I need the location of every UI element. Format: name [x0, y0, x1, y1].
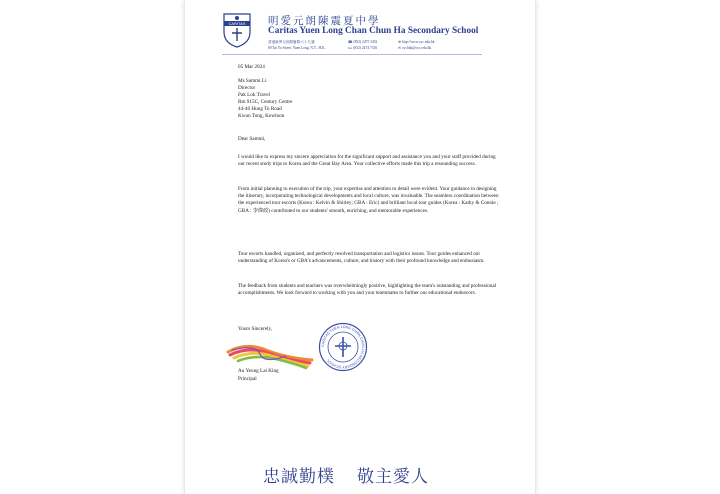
recipient-title: Director — [238, 85, 256, 91]
recipient-name: Ms Sammi Li — [238, 78, 267, 84]
website-value: http://www.cyc.edu.hk — [401, 40, 435, 44]
signer-title: Principal — [238, 376, 257, 382]
fax-icon: ℻ — [348, 46, 354, 50]
globe-icon: ⊕ — [398, 40, 402, 44]
phone-value: (852) 2475 3452 — [353, 40, 378, 44]
email-value: cychhk@cyc.edu.hk — [401, 46, 432, 50]
paragraph-3: Tour escorts handled, organized, and perfectly resolved transportation and logistics issues. Tour guides enhanced our understanding of Korea's or GBA's advancements, culture, and history with their profound knowledge and enthusiasm. — [238, 251, 485, 265]
letter-page — [185, 0, 535, 494]
school-seal — [318, 322, 368, 372]
school-name-english: Caritas Yuen Long Chan Chun Ha Secondary School — [268, 26, 479, 36]
fax-value: (852) 2474 7316 — [353, 46, 378, 50]
school-name-chinese: 明愛元朗陳震夏中學 — [268, 15, 381, 27]
salutation: Dear Sammi, — [238, 136, 266, 142]
header-divider — [222, 54, 482, 55]
address-chinese: 香港新界元朗屏廈路六十九號 — [268, 40, 315, 44]
website — [398, 40, 435, 44]
fax-number — [348, 46, 377, 50]
closing: Yours Sincerely, — [238, 326, 273, 332]
paragraph-2: From initial planning to execution of the trip, your expertise and attention to detail were evident. Your guidance in designing the itinerary, incorporating technological developments and local culture, was invaluable. The seamless coordination between the experienced tour escorts (Korea : Kelvin & Shirley; GBA : Eric) and brilliant local tour guides (Korea : Kathy & Connie ; GBA : 李偉政) contributed to our students' smooth, enriching, and memorable experiences. — [238, 186, 499, 214]
logo-text: CARITAS — [228, 21, 246, 26]
school-motto — [263, 462, 429, 487]
svg-text:CARITAS YUEN LONG CHAN CHUN HA: CARITAS YUEN LONG CHAN CHUN HA SECONDARY SCHOOL — [320, 324, 366, 370]
phone-icon: ☎ — [348, 40, 354, 44]
address-english: 69 Tai Yo Street, Yuen Long, N.T., H.K. — [268, 46, 326, 50]
handwritten-signature — [226, 340, 316, 370]
motto-left: 忠誠勤樸 — [263, 467, 335, 487]
signer-name: Au Yeung Lai King — [238, 368, 279, 374]
recipient-address-line-2: 44-46 Hung To Road — [238, 106, 282, 112]
phone-number — [348, 40, 377, 44]
recipient-address-line-3: Kwun Tong, Kowloon — [238, 113, 285, 119]
mail-icon: ✉ — [398, 46, 402, 50]
motto-right: 敬主愛人 — [357, 467, 429, 487]
paragraph-1: I would like to express my sincere appreciation for the significant support and assistance you and your staff provided during our recent study trips to Korea and the Great Bay Area. Your collective efforts made this trip a resounding success. — [238, 154, 496, 168]
paragraph-4: The feedback from students and teachers was overwhelmingly positive, highlighting the team's outstanding and professional accomplishments. We look forward to working with you and your teammates to further our educational endeavors. — [238, 283, 497, 297]
letter-date: 05 Mar 2024 — [238, 64, 265, 70]
recipient-company: Pak Lok Travel — [238, 92, 270, 98]
recipient-address-line-1: Rm 915C, Century Centre — [238, 99, 293, 105]
school-crest-logo — [222, 12, 252, 48]
email — [398, 46, 431, 50]
